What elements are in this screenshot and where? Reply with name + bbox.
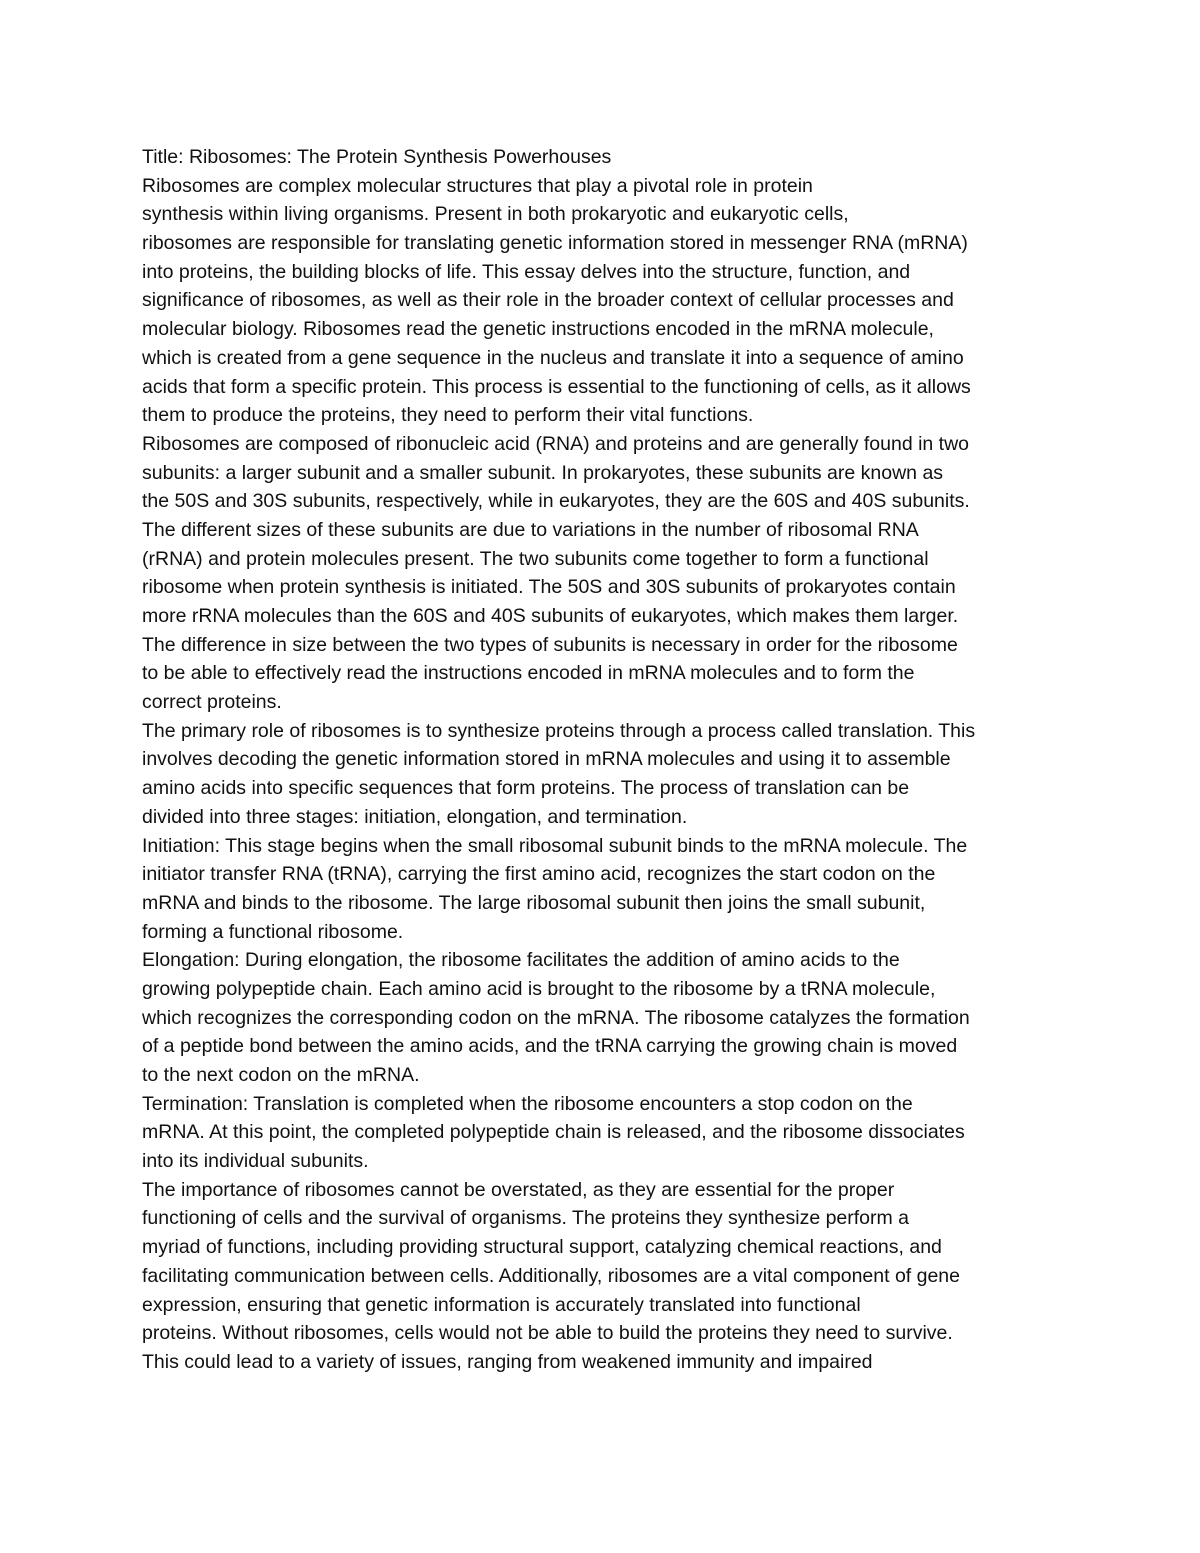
text-line: ribosomes are responsible for translating genetic information stored in messenger RNA (mRNA) xyxy=(142,232,968,255)
text-line: Initiation: This stage begins when the small ribosomal subunit binds to the mRNA molecule. The xyxy=(142,834,968,857)
text-line: The importance of ribosomes cannot be overstated, as they are essential for the proper xyxy=(142,1178,895,1201)
text-line: initiator transfer RNA (tRNA), carrying the first amino acid, recognizes the start codon on the xyxy=(142,863,936,886)
text-line: The primary role of ribosomes is to synthesize proteins through a process called translation. This xyxy=(142,719,976,742)
text-line: proteins. Without ribosomes, cells would not be able to build the proteins they need to survive. xyxy=(142,1322,953,1345)
text-line: molecular biology. Ribosomes read the genetic instructions encoded in the mRNA molecule, xyxy=(142,318,934,341)
text-line: into its individual subunits. xyxy=(142,1150,369,1173)
text-line: the 50S and 30S subunits, respectively, while in eukaryotes, they are the 60S and 40S subunits. xyxy=(142,490,970,513)
text-line: forming a functional ribosome. xyxy=(142,920,404,943)
text-line: which recognizes the corresponding codon on the mRNA. The ribosome catalyzes the formation xyxy=(142,1006,970,1029)
text-line: ribosome when protein synthesis is initiated. The 50S and 30S subunits of prokaryotes contain xyxy=(142,576,956,599)
text-line: divided into three stages: initiation, elongation, and termination. xyxy=(142,805,688,828)
text-line: functioning of cells and the survival of organisms. The proteins they synthesize perform a xyxy=(142,1207,910,1230)
document-body xyxy=(142,143,1082,1377)
text-line: This could lead to a variety of issues, ranging from weakened immunity and impaired xyxy=(142,1350,873,1373)
text-line: (rRNA) and protein molecules present. The two subunits come together to form a functional xyxy=(142,547,929,570)
text-line: growing polypeptide chain. Each amino acid is brought to the ribosome by a tRNA molecule, xyxy=(142,977,936,1000)
text-line: expression, ensuring that genetic information is accurately translated into functional xyxy=(142,1293,861,1316)
text-line: to be able to effectively read the instructions encoded in mRNA molecules and to form the xyxy=(142,662,915,685)
text-line: Ribosomes are complex molecular structures that play a pivotal role in protein xyxy=(142,174,813,197)
text-line: which is created from a gene sequence in the nucleus and translate it into a sequence of amino xyxy=(142,346,964,369)
text-line: amino acids into specific sequences that form proteins. The process of translation can be xyxy=(142,777,910,800)
text-line: significance of ribosomes, as well as their role in the broader context of cellular processes and xyxy=(142,289,954,312)
text-line: acids that form a specific protein. This process is essential to the functioning of cells, as it allows xyxy=(142,375,971,398)
text-line: Elongation: During elongation, the ribosome facilitates the addition of amino acids to the xyxy=(142,949,900,972)
text-line: more rRNA molecules than the 60S and 40S subunits of eukaryotes, which makes them larger. xyxy=(142,605,959,627)
title-line: Title: Ribosomes: The Protein Synthesis Powerhouses xyxy=(142,146,612,168)
text-line: The different sizes of these subunits are due to variations in the number of ribosomal RNA xyxy=(142,518,919,541)
text-line: facilitating communication between cells. Additionally, ribosomes are a vital component of gene xyxy=(142,1264,961,1287)
text-line: Ribosomes are composed of ribonucleic acid (RNA) and proteins and are generally found in two xyxy=(142,432,970,455)
text-line: synthesis within living organisms. Present in both prokaryotic and eukaryotic cells, xyxy=(142,203,849,226)
text-line: correct proteins. xyxy=(142,691,282,714)
text-line: to the next codon on the mRNA. xyxy=(142,1064,420,1086)
text-line: Termination: Translation is completed when the ribosome encounters a stop codon on the xyxy=(142,1092,913,1115)
text-line: of a peptide bond between the amino acids, and the tRNA carrying the growing chain is moved xyxy=(142,1035,958,1058)
text-line: mRNA and binds to the ribosome. The large ribosomal subunit then joins the small subunit, xyxy=(142,891,926,914)
text-line: mRNA. At this point, the completed polypeptide chain is released, and the ribosome dissociates xyxy=(142,1121,965,1144)
text-line: myriad of functions, including providing structural support, catalyzing chemical reactions, and xyxy=(142,1236,942,1259)
text-line: subunits: a larger subunit and a smaller subunit. In prokaryotes, these subunits are known as xyxy=(142,461,944,484)
text-line: The difference in size between the two types of subunits is necessary in order for the ribosome xyxy=(142,633,958,656)
text-line: involves decoding the genetic information stored in mRNA molecules and using it to assemble xyxy=(142,748,951,771)
text-line: them to produce the proteins, they need to perform their vital functions. xyxy=(142,404,754,427)
text-line: into proteins, the building blocks of life. This essay delves into the structure, function, and xyxy=(142,260,911,283)
